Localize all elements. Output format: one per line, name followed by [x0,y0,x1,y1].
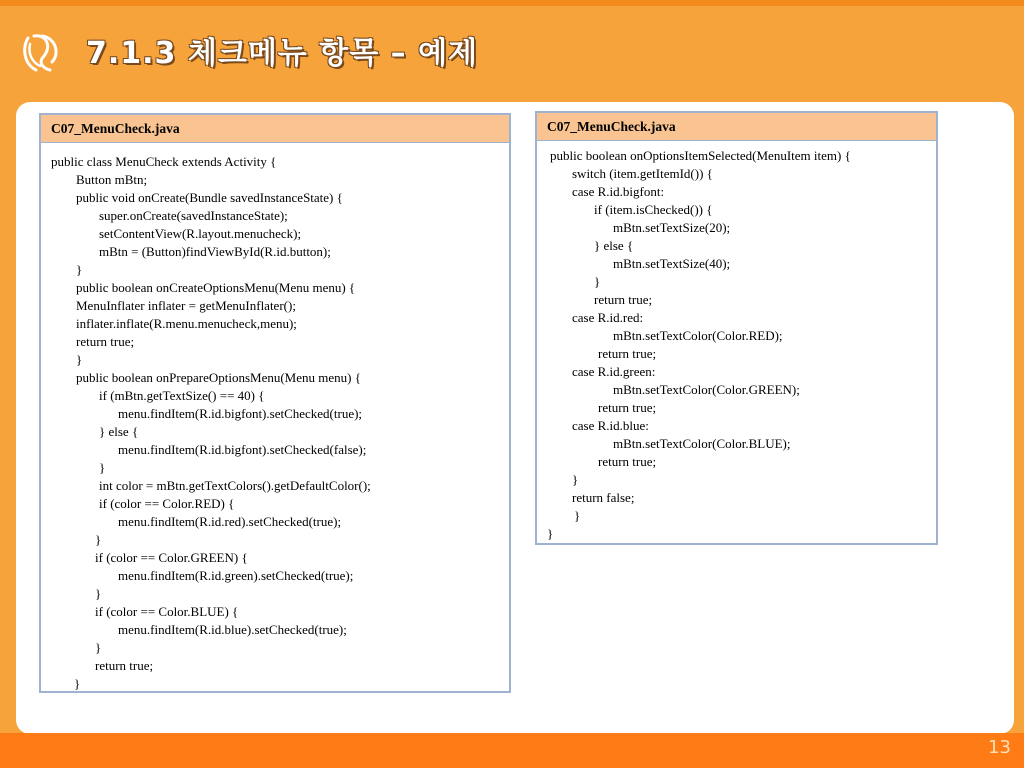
code-line: public boolean onPrepareOptionsMenu(Menu menu) { [76,370,361,385]
code-line: return false; [572,490,635,505]
code-line: menu.findItem(R.id.green).setChecked(true); [118,568,354,583]
code-line: case R.id.blue: [572,418,649,433]
code-line: } [74,676,81,691]
code-line: } [572,472,579,487]
code-line: if (color == Color.RED) { [99,496,235,511]
code-line: public boolean onOptionsItemSelected(MenuItem item) { [550,148,851,163]
left-code-filename: C07_MenuCheck.java [41,115,509,143]
code-line: if (mBtn.getTextSize() == 40) { [99,388,265,403]
code-line: setContentView(R.layout.menucheck); [99,226,302,241]
code-line: menu.findItem(R.id.bigfont).setChecked(true); [118,406,363,421]
left-code-box [39,113,511,693]
code-line: mBtn.setTextSize(20); [613,220,731,235]
code-line: mBtn.setTextColor(Color.RED); [613,328,783,343]
code-line: switch (item.getItemId()) { [572,166,713,181]
code-line: public class MenuCheck extends Activity { [51,154,277,169]
code-line: int color = mBtn.getTextColors().getDefaultColor(); [99,478,371,493]
code-line: mBtn = (Button)findViewById(R.id.button); [99,244,331,259]
slide-title: 7.1.3 체크메뉴 항목 – 예제 [86,36,479,71]
code-line: MenuInflater inflater = getMenuInflater(); [76,298,296,313]
code-line: } else { [99,424,139,439]
code-line: } [95,640,102,655]
page-number: 13 [988,737,1011,758]
right-code-filename: C07_MenuCheck.java [537,113,936,141]
code-line: mBtn.setTextColor(Color.BLUE); [613,436,791,451]
code-line: menu.findItem(R.id.red).setChecked(true); [118,514,342,529]
code-line: case R.id.bigfont: [572,184,665,199]
code-line: menu.findItem(R.id.bigfont).setChecked(false); [118,442,367,457]
code-line: inflater.inflate(R.menu.menucheck,menu); [76,316,297,331]
code-line: public void onCreate(Bundle savedInstanceState) { [76,190,343,205]
code-line: } [76,352,83,367]
code-line: } else { [594,238,634,253]
top-accent-bar [0,0,1024,6]
code-line: super.onCreate(savedInstanceState); [99,208,288,223]
code-line: if (color == Color.BLUE) { [95,604,239,619]
code-line: return true; [95,658,154,673]
swirl-logo-icon [20,30,60,74]
code-line: if (color == Color.GREEN) { [95,550,248,565]
code-line: } [95,532,102,547]
code-line: } [76,262,83,277]
code-line: if (item.isChecked()) { [594,202,713,217]
code-line: mBtn.setTextSize(40); [613,256,731,271]
code-line: return true; [598,454,657,469]
code-line: case R.id.green: [572,364,656,379]
code-line: public boolean onCreateOptionsMenu(Menu menu) { [76,280,356,295]
code-line: } [99,460,106,475]
code-line: return true; [76,334,135,349]
code-line: case R.id.red: [572,310,644,325]
right-code-box [535,111,938,545]
code-line: return true; [598,400,657,415]
code-line: } [95,586,102,601]
code-line: } [574,508,581,523]
code-line: menu.findItem(R.id.blue).setChecked(true); [118,622,347,637]
code-line: } [547,526,554,541]
code-line: Button mBtn; [76,172,148,187]
code-line: return true; [598,346,657,361]
code-line: } [594,274,601,289]
code-line: return true; [594,292,653,307]
code-line: mBtn.setTextColor(Color.GREEN); [613,382,800,397]
bottom-bar [0,733,1024,768]
